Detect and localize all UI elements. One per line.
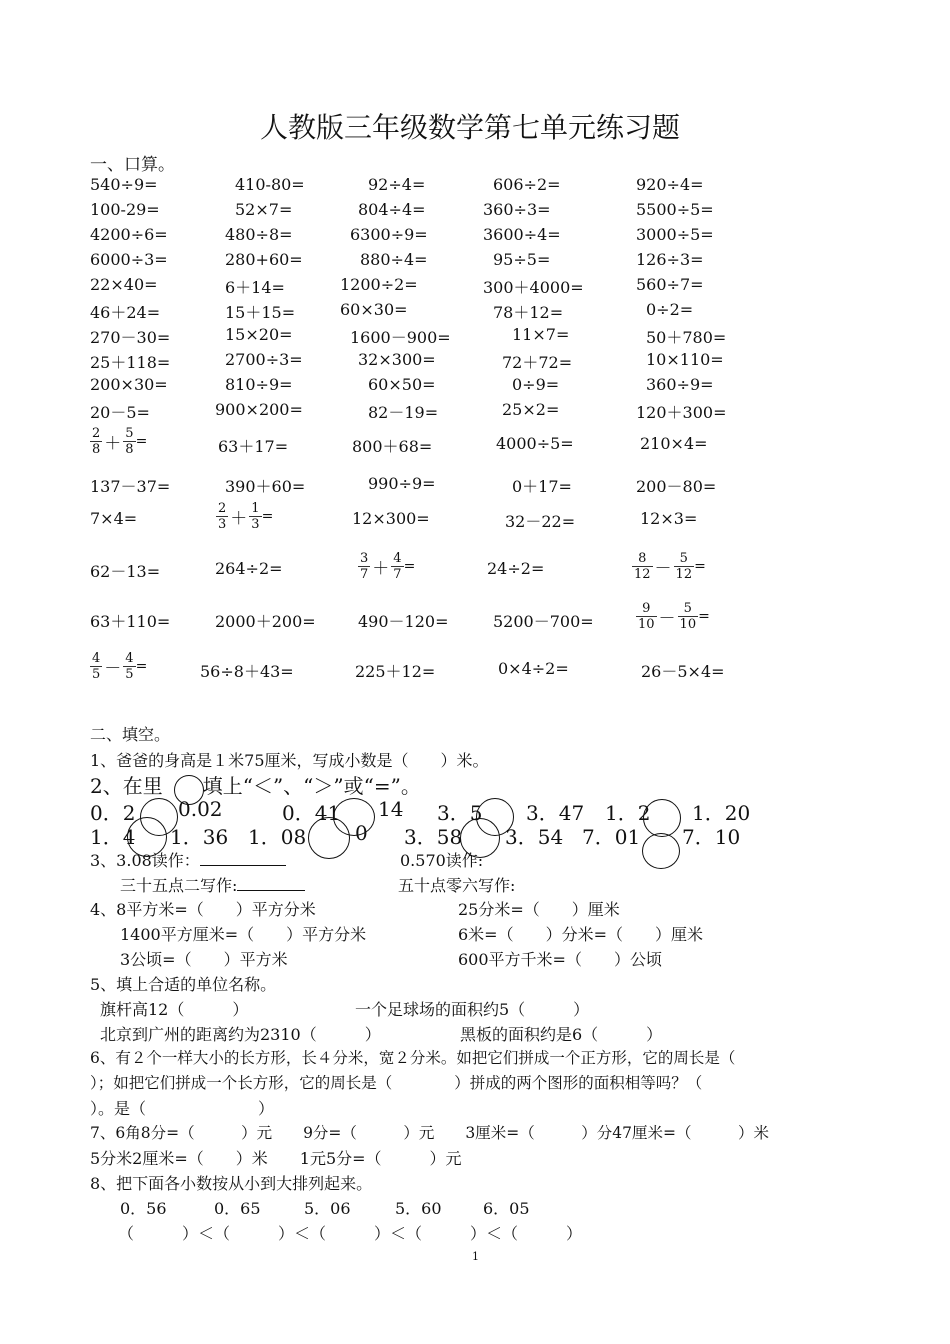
math-problem: 6300÷9= bbox=[350, 225, 428, 244]
question-6-line-2: ）；如把它们拼成一个长方形，它的周长是（ ）拼成的两个图形的面积相等吗？（ bbox=[90, 1074, 703, 1092]
math-problem: 137－37= bbox=[90, 477, 171, 496]
decimal-value: 5．06 bbox=[304, 1199, 351, 1218]
math-problem: 0÷9= bbox=[512, 375, 560, 394]
math-problem: 7×4= bbox=[90, 509, 138, 528]
math-problem: 270－30= bbox=[90, 328, 171, 347]
decimal-value: 6．05 bbox=[483, 1199, 530, 1218]
question-6-line-3: ）。是（ ） bbox=[90, 1099, 275, 1118]
compare-value: 0 bbox=[355, 821, 368, 845]
math-problem: 810÷9= bbox=[225, 375, 293, 394]
math-problem: 24÷2= bbox=[487, 559, 545, 578]
question-7-line-1: 7、6角8分=（ ）元 9分=（ ）元 3厘米=（ ）分47厘米=（ ）米 bbox=[90, 1124, 769, 1142]
math-problem: 880÷4= bbox=[360, 250, 428, 269]
math-problem: 0×4÷2= bbox=[498, 659, 569, 678]
question-8: 8、把下面各小数按从小到大排列起来。 bbox=[90, 1174, 373, 1193]
compare-value: 1．36 bbox=[170, 825, 229, 849]
fraction-problem: $\frac{8}{12}$ － $\frac{5}{12}$ = bbox=[634, 551, 706, 582]
compare-value: 3．58 bbox=[404, 825, 463, 849]
math-problem: 15＋15= bbox=[225, 303, 296, 322]
math-problem: 26－5×4= bbox=[641, 662, 725, 681]
math-problem: 920÷4= bbox=[636, 175, 704, 194]
compare-value: 3．47 bbox=[526, 801, 585, 825]
math-problem: 72＋72= bbox=[502, 353, 573, 372]
math-problem: 12×3= bbox=[640, 509, 698, 528]
question-5: 5、填上合适的单位名称。 bbox=[90, 975, 277, 994]
fraction-problem: $\frac{3}{7}$ ＋ $\frac{4}{7}$ = bbox=[360, 551, 416, 582]
math-problem: 990÷9= bbox=[368, 474, 436, 493]
math-problem: 5500÷5= bbox=[636, 200, 714, 219]
math-problem: 1600－900= bbox=[350, 328, 451, 347]
math-problem: 100-29= bbox=[90, 200, 160, 219]
math-problem: 225＋12= bbox=[355, 662, 436, 681]
math-problem: 0＋17= bbox=[512, 477, 572, 496]
math-problem: 4000÷5= bbox=[496, 434, 574, 453]
question-6-line-1: 6、有２个一样大小的长方形，长４分米，宽２分米。如把它们拼成一个正方形，它的周长是（ bbox=[90, 1049, 736, 1067]
compare-value: 0.02 bbox=[178, 797, 223, 821]
math-problem: 32－22= bbox=[505, 512, 576, 531]
question-3-b: 0.570读作: bbox=[400, 851, 484, 870]
question-2: 2、在里 填上“＜”、“＞”或“=”。 bbox=[90, 774, 421, 798]
math-problem: 50＋780= bbox=[646, 328, 727, 347]
math-problem: 25＋118= bbox=[90, 353, 171, 372]
question-4-a: 4、8平方米=（ ）平方分米 bbox=[90, 900, 316, 919]
compare-value: 3．54 bbox=[505, 825, 564, 849]
math-problem: 410-80= bbox=[235, 175, 305, 194]
compare-circle[interactable] bbox=[308, 817, 350, 859]
math-problem: 5200－700= bbox=[493, 612, 594, 631]
question-4-b: 25分米=（ ）厘米 bbox=[458, 900, 620, 919]
question-5-b: 一个足球场的面积约5（ ） bbox=[355, 1000, 590, 1019]
question-4-f: 600平方千米=（ ）公顷 bbox=[458, 950, 662, 969]
question-5-c: 北京到广州的距离约为2310（ ） bbox=[100, 1025, 381, 1044]
fraction-problem: $\frac{2}{8}$ ＋ $\frac{5}{8}$ = bbox=[92, 426, 148, 457]
math-problem: 300＋4000= bbox=[483, 278, 584, 297]
compare-value: 1．2 bbox=[605, 801, 651, 825]
compare-value: 7．10 bbox=[682, 825, 741, 849]
math-problem: 200－80= bbox=[636, 477, 717, 496]
math-problem: 210×4= bbox=[640, 434, 708, 453]
question-4-e: 3公顷=（ ）平方米 bbox=[120, 950, 288, 969]
question-4-c: 1400平方厘米=（ ）平方分米 bbox=[120, 925, 367, 944]
math-problem: 540÷9= bbox=[90, 175, 158, 194]
math-problem: 3600÷4= bbox=[483, 225, 561, 244]
compare-value: 14 bbox=[378, 797, 404, 821]
math-problem: 2000＋200= bbox=[215, 612, 316, 631]
math-problem: 360÷3= bbox=[483, 200, 551, 219]
math-problem: 2700÷3= bbox=[225, 350, 303, 369]
math-problem: 95÷5= bbox=[493, 250, 551, 269]
math-problem: 120＋300= bbox=[636, 403, 727, 422]
math-problem: 63＋17= bbox=[218, 437, 289, 456]
answer-blank[interactable] bbox=[200, 849, 286, 866]
math-problem: 900×200= bbox=[215, 400, 303, 419]
compare-circle[interactable] bbox=[643, 799, 681, 837]
math-problem: 11×7= bbox=[512, 325, 570, 344]
math-problem: 280+60= bbox=[225, 250, 303, 269]
math-problem: 804÷4= bbox=[358, 200, 426, 219]
math-problem: 800＋68= bbox=[352, 437, 433, 456]
math-problem: 560÷7= bbox=[636, 275, 704, 294]
math-problem: 390＋60= bbox=[225, 477, 306, 496]
math-problem: 20－5= bbox=[90, 403, 150, 422]
compare-circle[interactable] bbox=[642, 833, 680, 869]
math-problem: 12×300= bbox=[352, 509, 430, 528]
math-problem: 92÷4= bbox=[368, 175, 426, 194]
math-problem: 46＋24= bbox=[90, 303, 161, 322]
math-problem: 78＋12= bbox=[493, 303, 564, 322]
math-problem: 32×300= bbox=[358, 350, 436, 369]
page-number: 1 bbox=[472, 1250, 479, 1263]
math-problem: 25×2= bbox=[502, 400, 560, 419]
math-problem: 22×40= bbox=[90, 275, 158, 294]
decimal-value: 5．60 bbox=[395, 1199, 442, 1218]
math-problem: 56÷8＋43= bbox=[200, 662, 294, 681]
fraction-problem: $\frac{9}{10}$ － $\frac{5}{10}$ = bbox=[638, 601, 710, 632]
compare-value: 0．2 bbox=[90, 801, 136, 825]
question-4-d: 6米=（ ）分米=（ ）厘米 bbox=[458, 925, 703, 944]
decimal-value: 0．56 bbox=[120, 1199, 167, 1218]
question-3-d: 五十点零六写作: bbox=[398, 876, 516, 895]
math-problem: 63＋110= bbox=[90, 612, 171, 631]
math-problem: 52×7= bbox=[235, 200, 293, 219]
math-problem: 6000÷3= bbox=[90, 250, 168, 269]
fraction-problem: $\frac{2}{3}$ ＋ $\frac{1}{3}$ = bbox=[218, 501, 274, 532]
fraction-problem: $\frac{4}{5}$ － $\frac{4}{5}$ = bbox=[92, 651, 148, 682]
math-problem: 15×20= bbox=[225, 325, 293, 344]
ordering-blanks[interactable]: （ ）＜（ ）＜（ ）＜（ ）＜（ ） bbox=[118, 1224, 583, 1243]
compare-value: 7．01 bbox=[582, 825, 641, 849]
decimal-value: 0．65 bbox=[214, 1199, 261, 1218]
math-problem: 3000÷5= bbox=[636, 225, 714, 244]
math-problem: 480÷8= bbox=[225, 225, 293, 244]
answer-blank[interactable] bbox=[237, 874, 305, 891]
page-title: 人教版三年级数学第七单元练习题 bbox=[260, 111, 681, 144]
math-problem: 360÷9= bbox=[646, 375, 714, 394]
math-problem: 490－120= bbox=[358, 612, 449, 631]
compare-value: 0．41 bbox=[282, 801, 341, 825]
question-3: 3、3.08读作： bbox=[90, 848, 286, 871]
compare-value: 1．20 bbox=[692, 801, 751, 825]
question-5-a: 旗杆高12（ ） bbox=[100, 1000, 249, 1019]
math-problem: 4200÷6= bbox=[90, 225, 168, 244]
math-problem: 264÷2= bbox=[215, 559, 283, 578]
math-problem: 10×110= bbox=[646, 350, 724, 369]
math-problem: 60×30= bbox=[340, 300, 408, 319]
section-heading-mental-math: 一、口算。 bbox=[90, 155, 175, 175]
question-5-d: 黑板的面积约是6（ ） bbox=[460, 1025, 663, 1044]
math-problem: 6＋14= bbox=[225, 278, 285, 297]
math-problem: 0÷2= bbox=[646, 300, 694, 319]
compare-value: 3．5 bbox=[437, 801, 483, 825]
math-problem: 200×30= bbox=[90, 375, 168, 394]
math-problem: 126÷3= bbox=[636, 250, 704, 269]
question-7-line-2: 5分米2厘米=（ ）米 1元5分=（ ）元 bbox=[90, 1149, 462, 1168]
math-problem: 1200÷2= bbox=[340, 275, 418, 294]
compare-value: 1．4 bbox=[90, 825, 136, 849]
math-problem: 62－13= bbox=[90, 562, 161, 581]
math-problem: 606÷2= bbox=[493, 175, 561, 194]
math-problem: 82－19= bbox=[368, 403, 439, 422]
section-heading-fill-blank: 二、填空。 bbox=[90, 725, 171, 744]
compare-value: 1．08 bbox=[248, 825, 307, 849]
math-problem: 60×50= bbox=[368, 375, 436, 394]
question-3-c: 三十五点二写作: bbox=[120, 873, 305, 896]
question-1: 1、爸爸的身高是１米75厘米，写成小数是（ ）米。 bbox=[90, 751, 489, 770]
